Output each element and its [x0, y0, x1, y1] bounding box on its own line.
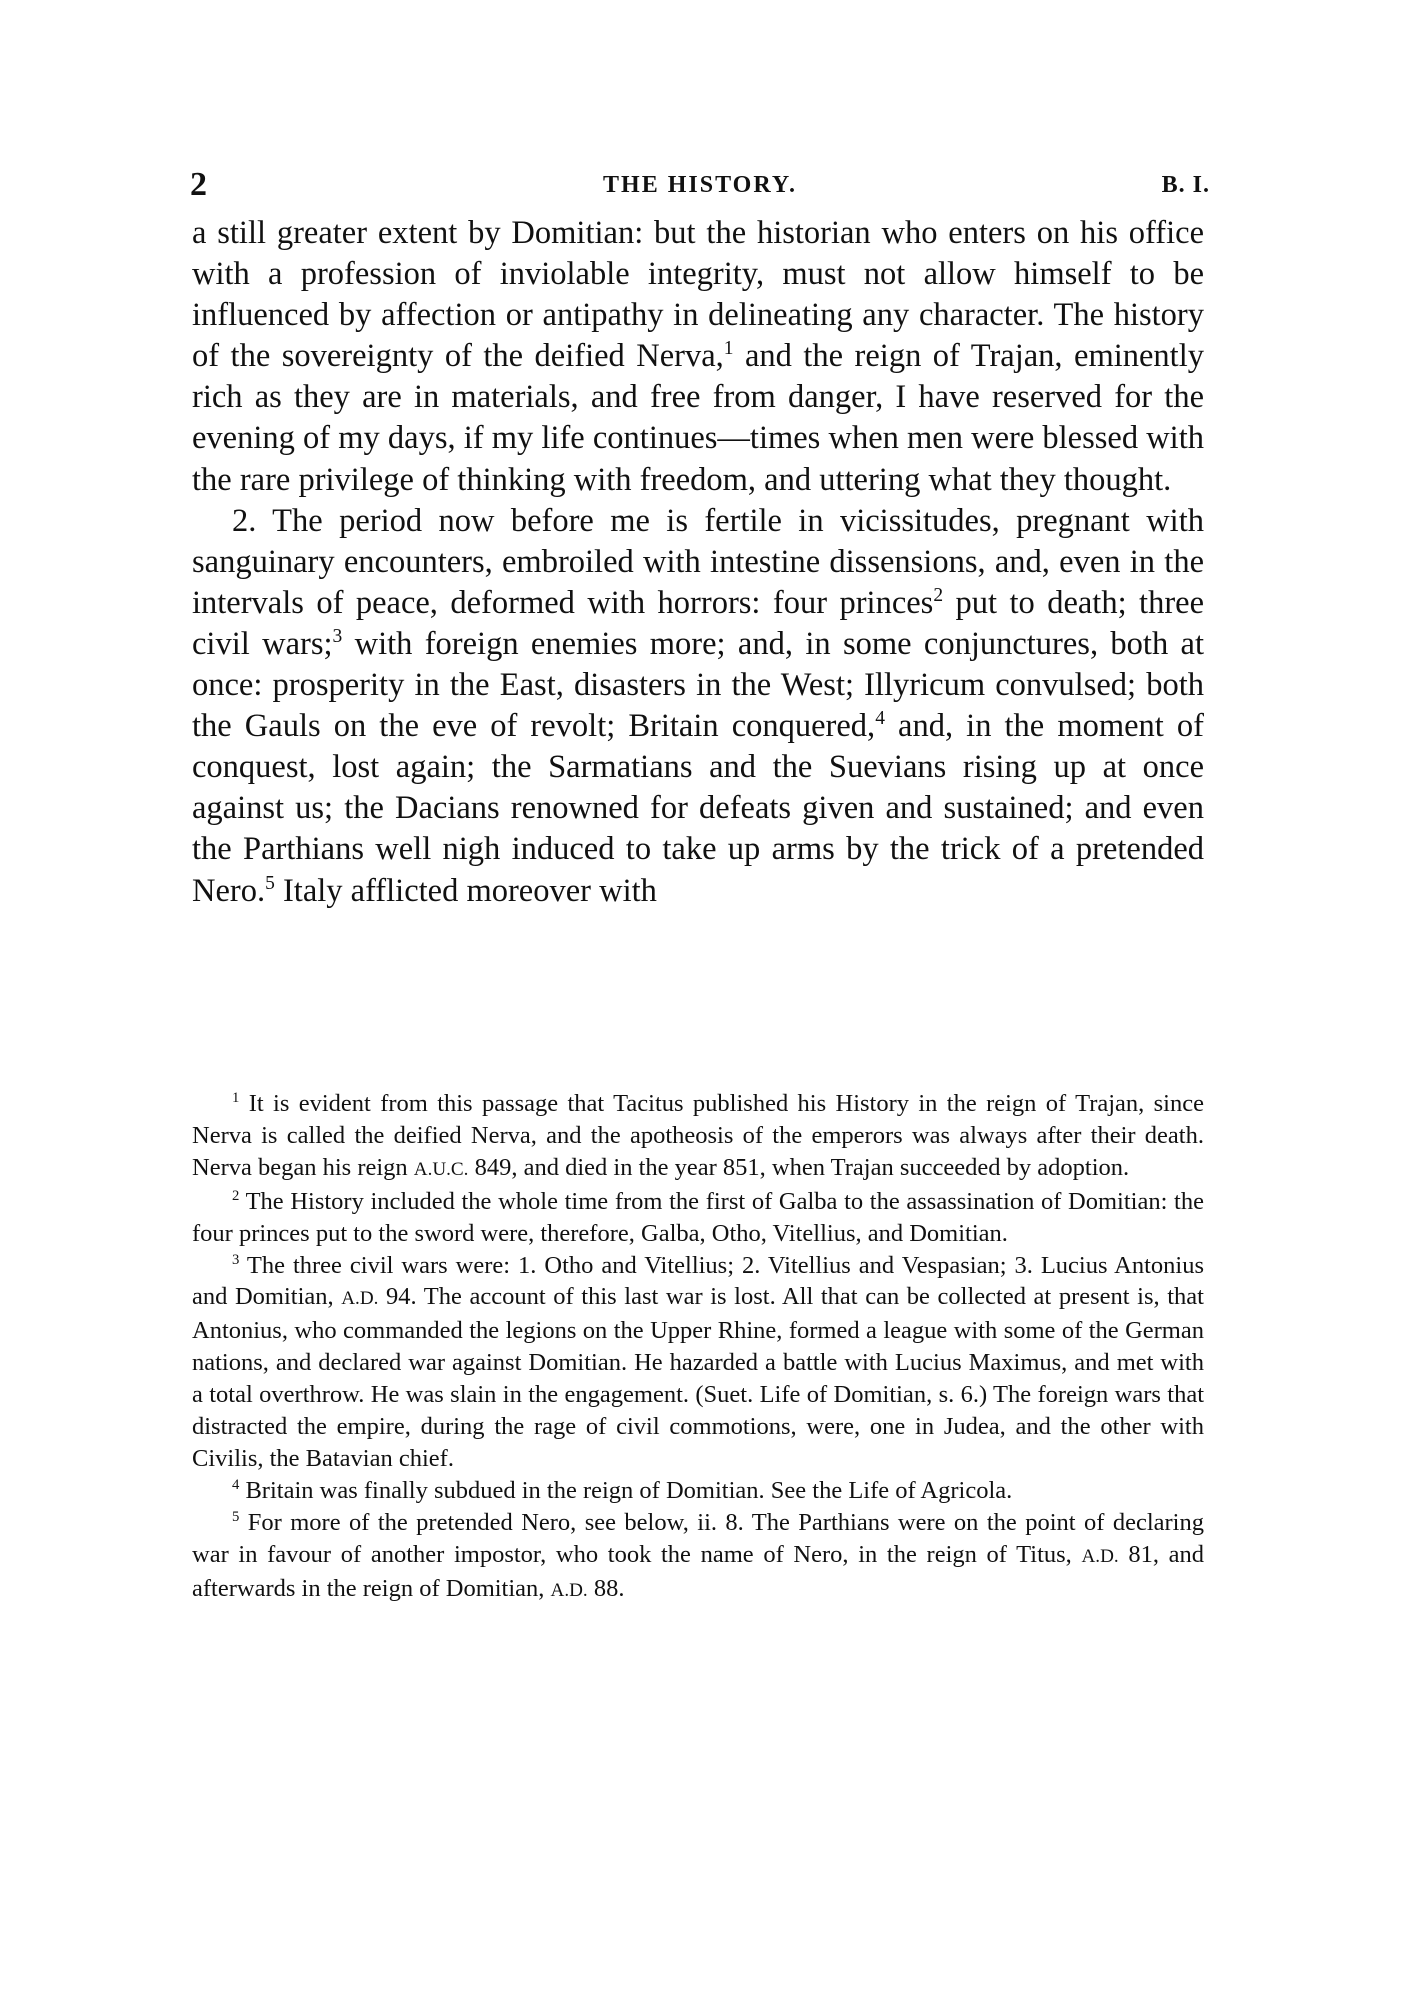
- footnote-ref-5: 5: [265, 872, 275, 894]
- footnote-1-text-a: It is evident from this passage that Tacitus published his History in the reign of Trajan, since Nerva is called the deified Nerva, and the apotheosis of the emperors was always after their death. Nerva began his reign: [192, 1090, 1204, 1181]
- paragraph-1-text-b: and the reign of Trajan, eminently rich as they are in materials, and free from danger, I have reserved for the evening of my days, if my life continues—times when men were blessed with the rare privilege of thinking with freedom, and uttering what they thought.: [192, 338, 1204, 498]
- main-text: [192, 213, 1204, 912]
- footnote-1-era: A.U.C.: [413, 1158, 469, 1180]
- footnote-5-text-c: 88.: [587, 1574, 625, 1602]
- footnotes: [192, 1088, 1204, 1607]
- footnote-3-era: A.D.: [341, 1288, 379, 1310]
- footnote-3-text-a: The three civil wars were: 1. Otho and Vitellius; 2. Vitellius and Vespasian; 3. Lucius Antonius and Domitian,: [192, 1251, 1204, 1311]
- paragraph-2-text-e: Italy afflicted moreover with: [274, 872, 657, 909]
- footnote-1-text-b: 849, and died in the year 851, when Trajan succeeded by adoption.: [468, 1153, 1130, 1181]
- paragraph-2: [192, 501, 1204, 912]
- running-head: [190, 166, 1210, 206]
- book-number: B. I.: [1161, 172, 1210, 198]
- footnote-marker-5: 5: [232, 1508, 240, 1525]
- page-number: 2: [190, 166, 207, 203]
- footnote-marker-2: 2: [232, 1187, 240, 1204]
- footnote-ref-1: 1: [723, 338, 734, 360]
- footnote-ref-3: 3: [332, 626, 343, 648]
- footnote-4-text: Britain was finally subdued in the reign of Domitian. See the Life of Agricola.: [239, 1476, 1013, 1504]
- footnote-5-era-1: A.D.: [1081, 1545, 1119, 1567]
- paragraph-2-text-b: put to death; three civil wars;: [192, 584, 1204, 662]
- paragraph-1-text-a: a still greater extent by Domitian: but the historian who enters on his office with a profession of inviolable integrity, must not allow himself to be influenced by affection or antipathy in delineating any character. The history of the sovereignty of the deified Nerva,: [192, 215, 1204, 375]
- running-title: THE HISTORY.: [603, 172, 797, 198]
- footnote-3-text-b: 94. The account of this last war is lost. All that can be collected at present is, that Antonius, who commanded the legions on the Upper Rhine, formed a league with some of the German nations, and declared war against Domitian. He hazarded a battle with Lucius Maximus, and met with a total overthrow. He was slain in the engagement. (Suet. Life of Domitian, s. 6.) The foreign wars that distracted the empire, during the rage of civil commotions, were, one in Judea, and the other with Civilis, the Batavian chief.: [192, 1283, 1204, 1472]
- footnote-5-text-b: 81, and afterwards in the reign of Domitian,: [192, 1540, 1205, 1602]
- footnote-4: [192, 1475, 1204, 1507]
- paragraph-1: [192, 213, 1204, 501]
- paragraph-2-text-c: with foreign enemies more; and, in some conjunctures, both at once: prosperity in the East, disasters in the West; Illyricum convulsed; both the Gauls on the eve of revolt; Britain conquered,: [192, 625, 1204, 745]
- footnote-3: [192, 1250, 1204, 1475]
- footnote-5-era-2: A.D.: [550, 1579, 588, 1601]
- paragraph-2-text-d: and, in the moment of conquest, lost again; the Sarmatians and the Suevians rising up at once against us; the Dacians renowned for defeats given and sustained; and even the Parthians well nigh induced to take up arms by the trick of a pretended Nero.: [192, 708, 1204, 909]
- footnote-marker-1: 1: [232, 1089, 240, 1106]
- footnote-marker-4: 4: [232, 1476, 240, 1493]
- footnote-ref-4: 4: [875, 708, 885, 730]
- paragraph-2-text-a: 2. The period now before me is fertile in vicissitudes, pregnant with sanguinary encounters, embroiled with intestine dissensions, and, even in the intervals of peace, deformed with horrors: four princes: [192, 502, 1204, 621]
- footnote-ref-2: 2: [933, 585, 944, 607]
- footnote-2: [192, 1186, 1204, 1250]
- footnote-5: [192, 1507, 1204, 1607]
- footnote-marker-3: 3: [232, 1251, 240, 1268]
- footnote-2-text: The History included the whole time from the first of Galba to the assassination of Domitian: the four princes put to the sword were, therefore, Galba, Otho, Vitellius, and Domitian.: [192, 1187, 1204, 1247]
- footnote-1: [192, 1088, 1204, 1186]
- footnote-5-text-a: For more of the pretended Nero, see below, ii. 8. The Parthians were on the point of declaring war in favour of another impostor, who took the name of Nero, in the reign of Titus,: [192, 1508, 1204, 1568]
